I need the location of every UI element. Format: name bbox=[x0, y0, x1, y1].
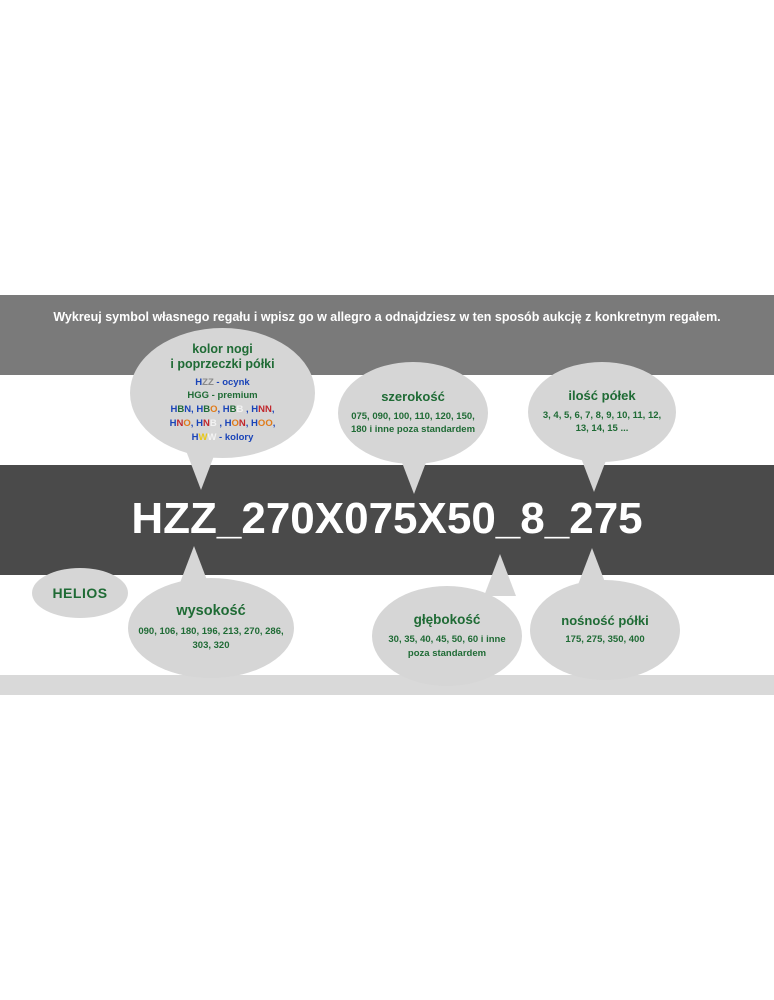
leg-color-line-2: HGG - premium bbox=[187, 390, 258, 402]
leg-color-line-4: HNO, HNB , HON, HOO, bbox=[169, 417, 276, 429]
callout-height-body: 090, 106, 180, 196, 213, 270, 286, 303, 320 bbox=[138, 626, 284, 652]
leg-color-line-3: HBN, HBO, HBB , HNN, bbox=[170, 404, 275, 416]
callout-width-body: 075, 090, 100, 110, 120, 150, 180 i inne poza standardem bbox=[350, 410, 476, 436]
callout-width-title: szerokość bbox=[381, 388, 445, 404]
leg-color-line-5: HWW - kolory bbox=[191, 431, 254, 443]
callout-leg-color bbox=[130, 328, 315, 458]
callout-height-title: wysokość bbox=[176, 603, 246, 620]
background-band-top bbox=[0, 295, 774, 375]
callout-depth-body: 30, 35, 40, 45, 50, 60 i inne poza standardem bbox=[388, 633, 506, 659]
callout-shelf-count bbox=[528, 362, 676, 462]
callout-load-body: 175, 275, 350, 400 bbox=[565, 634, 645, 646]
leg-color-line-1: HZZ - ocynk bbox=[195, 376, 250, 388]
callout-tail-depth bbox=[484, 554, 516, 596]
callout-leg-color-title-line1: kolor nogi bbox=[192, 341, 253, 356]
callout-height bbox=[128, 578, 294, 678]
callout-shelf-count-body: 3, 4, 5, 6, 7, 8, 9, 10, 11, 12, 13, 14, 15 ... bbox=[542, 409, 662, 435]
callout-brand-title: HELIOS bbox=[52, 584, 108, 601]
callout-shelf-count-title: ilość półek bbox=[568, 387, 636, 403]
background-band-bottom bbox=[0, 675, 774, 695]
callout-depth bbox=[372, 586, 522, 686]
callout-brand bbox=[32, 568, 128, 618]
callout-depth-title: głębokość bbox=[413, 611, 481, 627]
instruction-text: Wykreuj symbol własnego regału i wpisz go w allegro a odnajdziesz w ten sposób aukcję z konkretnym regałem. bbox=[53, 310, 721, 324]
callout-load bbox=[530, 580, 680, 680]
callout-leg-color-lines bbox=[170, 376, 276, 445]
product-code: HZZ_270X075X50_8_275 bbox=[131, 494, 643, 543]
callout-width bbox=[338, 362, 488, 464]
callout-load-title: nośność półki bbox=[561, 612, 649, 628]
callout-leg-color-title-line2: i poprzeczki półki bbox=[170, 356, 275, 371]
